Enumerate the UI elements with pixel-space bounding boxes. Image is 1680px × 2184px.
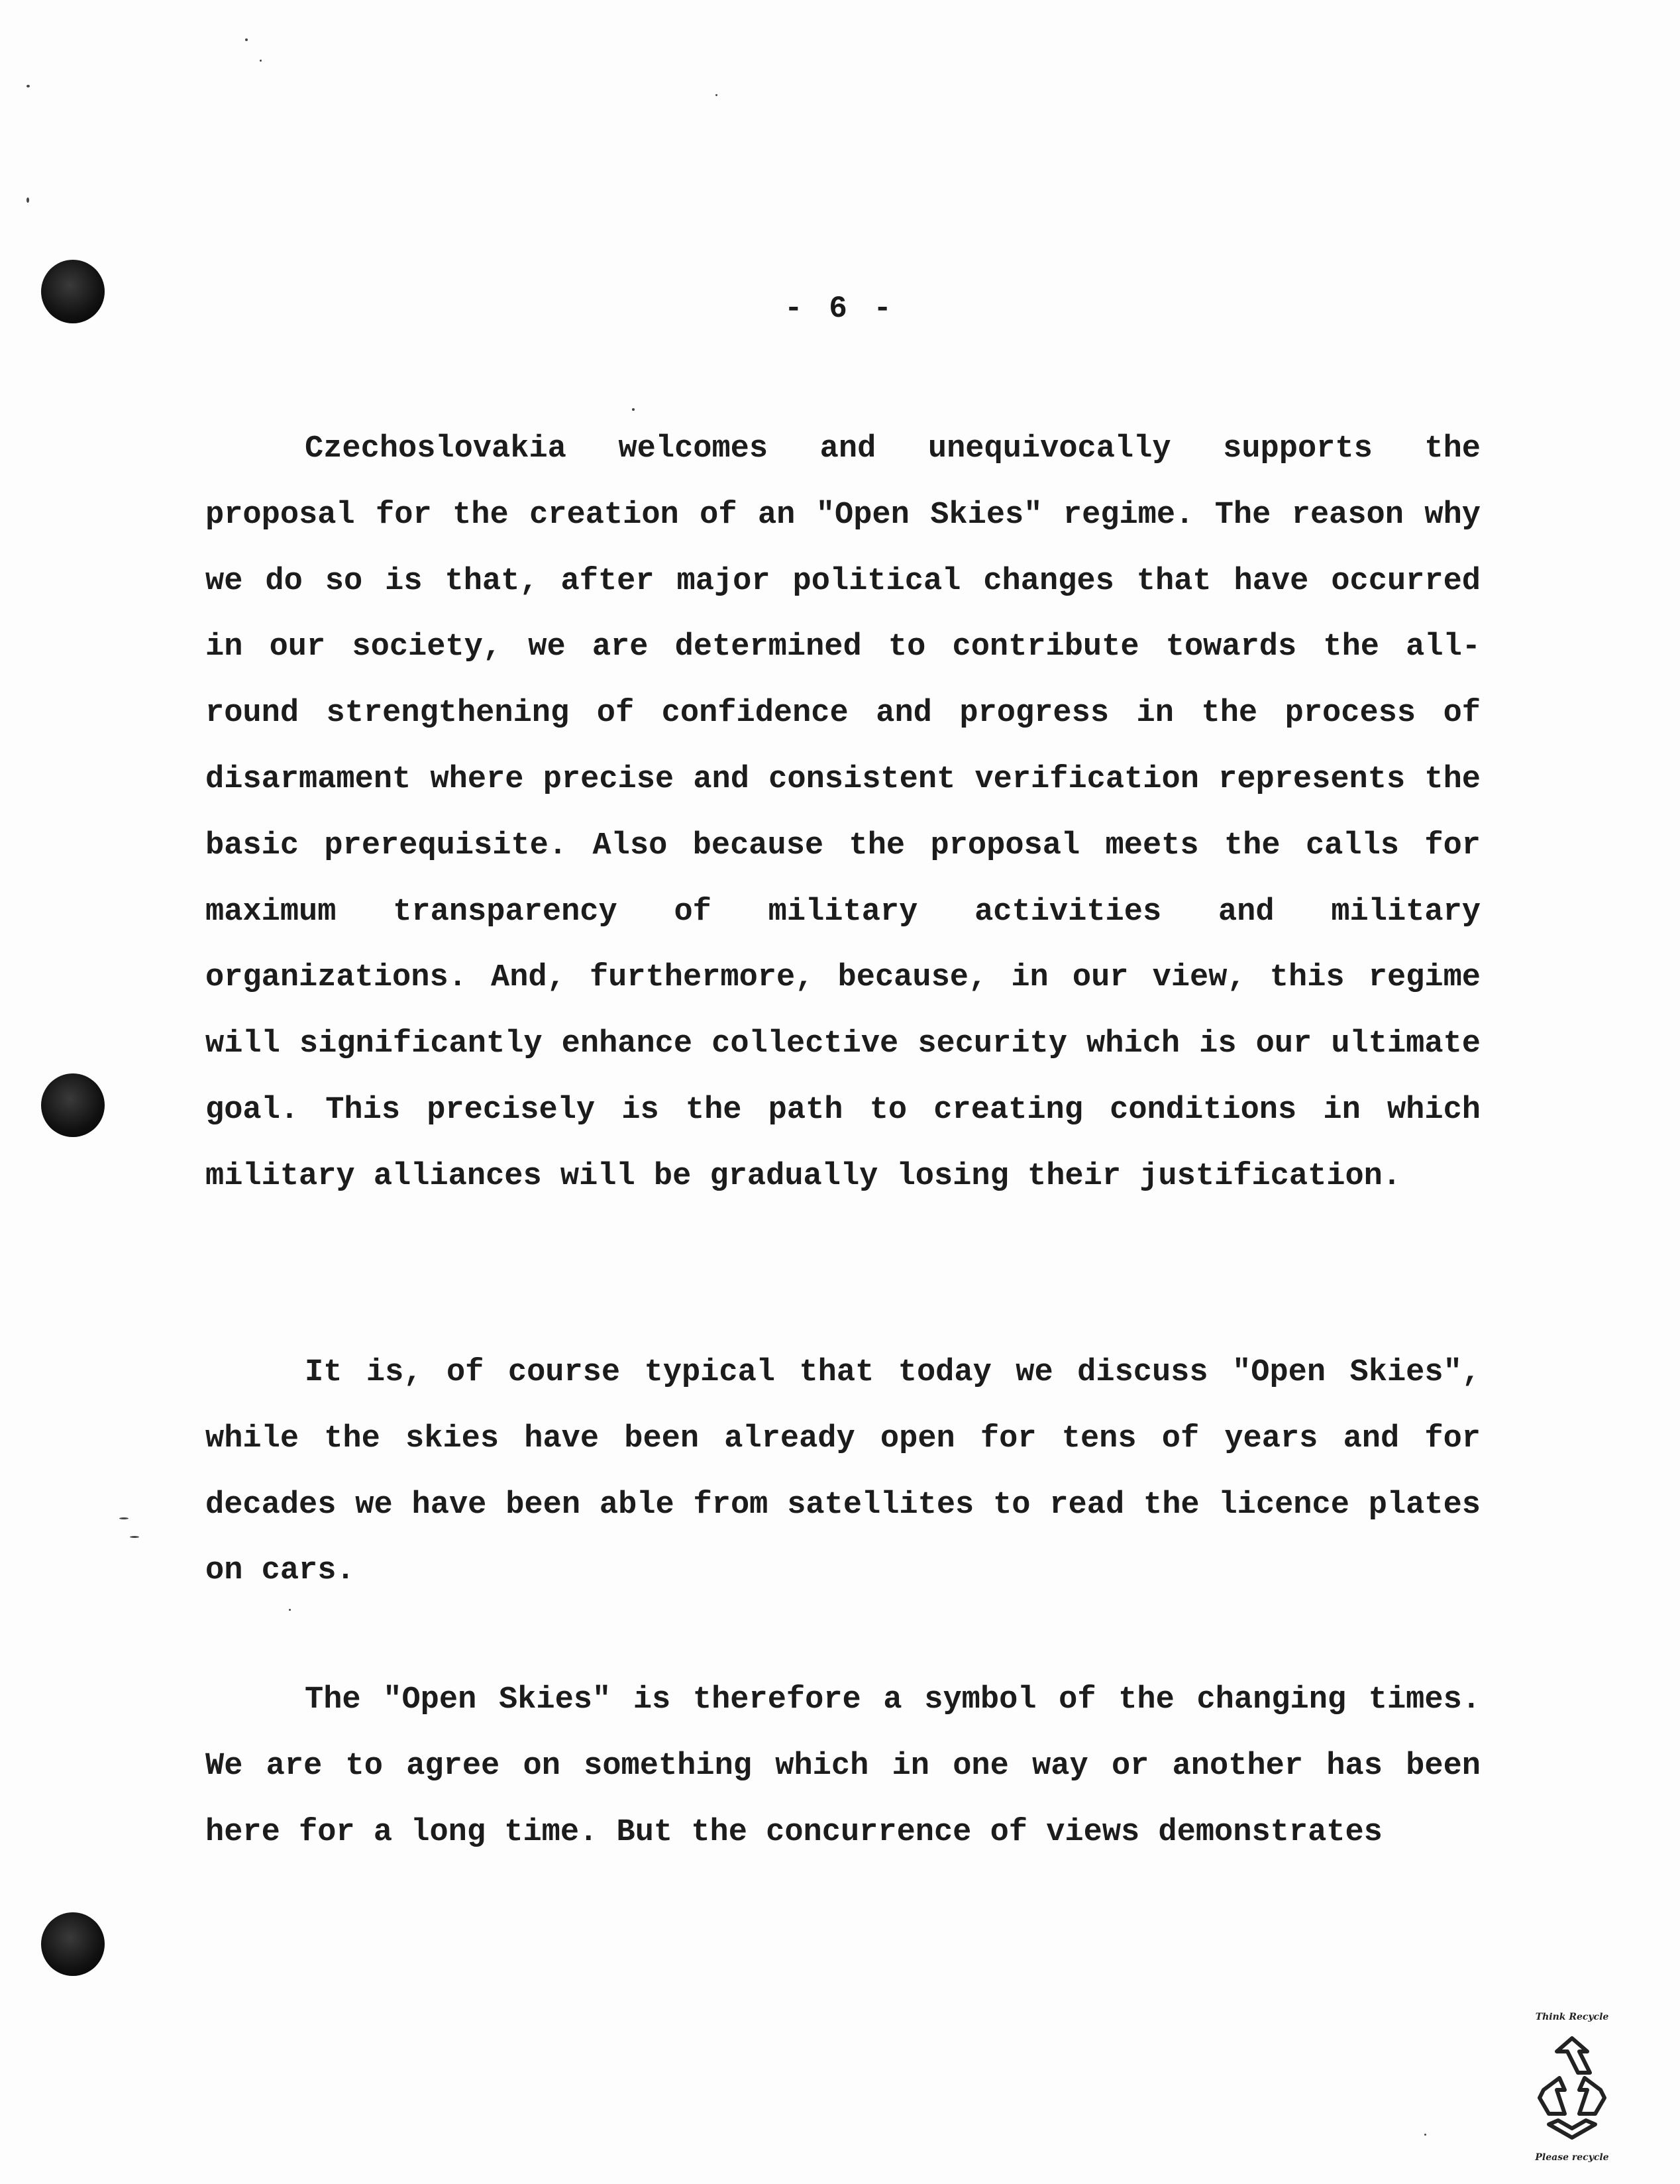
punch-hole-middle [41, 1073, 105, 1137]
scan-speck [715, 94, 717, 96]
scan-speck [119, 1517, 129, 1519]
paragraph [205, 416, 1481, 1210]
recycle-icon [1530, 2032, 1614, 2144]
recycle-logo [1522, 2012, 1622, 2171]
recycle-logo-bottom-text: Please recycle [1535, 2152, 1609, 2163]
paragraph [205, 1667, 1481, 1865]
punch-hole-bottom [41, 1912, 105, 1976]
scan-speck [245, 38, 248, 41]
scan-speck [26, 197, 29, 203]
scan-speck [26, 85, 30, 87]
scan-speck [1424, 2134, 1426, 2136]
scan-speck [632, 408, 635, 411]
page-number: - 6 - [784, 292, 896, 326]
paragraph-text: It is, of course typical that today we discuss "Open Skies", while the skies have been already open for tens of years and for decades we have been able from satellites to read the licence plates on cars. [205, 1355, 1481, 1589]
scan-speck [260, 60, 262, 62]
paragraph-text: The "Open Skies" is therefore a symbol of the changing times. We are to agree on something which in one way or another has been here for a long time. But the concurrence of views demonstrates [205, 1682, 1481, 1850]
paragraph [205, 1340, 1481, 1604]
scan-speck [130, 1536, 139, 1538]
scan-speck [289, 1609, 291, 1611]
recycle-logo-top-text: Think Recycle [1535, 2012, 1609, 2022]
paragraph-text: Czechoslovakia welcomes and unequivocally supports the proposal for the creation of an "Open Skies" regime. The reason why we do so is that, after major political changes that have occurred in our society, we are determined to contribute towards the all-round strengthening of confidence and progress in the process of disarmament where precise and consistent verification represents the basic prerequisite. Also because the proposal meets the calls for maximum transparency of military activities and military organizations. And, furthermore, because, in our view, this regime will significantly enhance collective security which is our ultimate goal. This precisely is the path to creating conditions in which military alliances will be gradually losing their justification. [205, 431, 1481, 1194]
